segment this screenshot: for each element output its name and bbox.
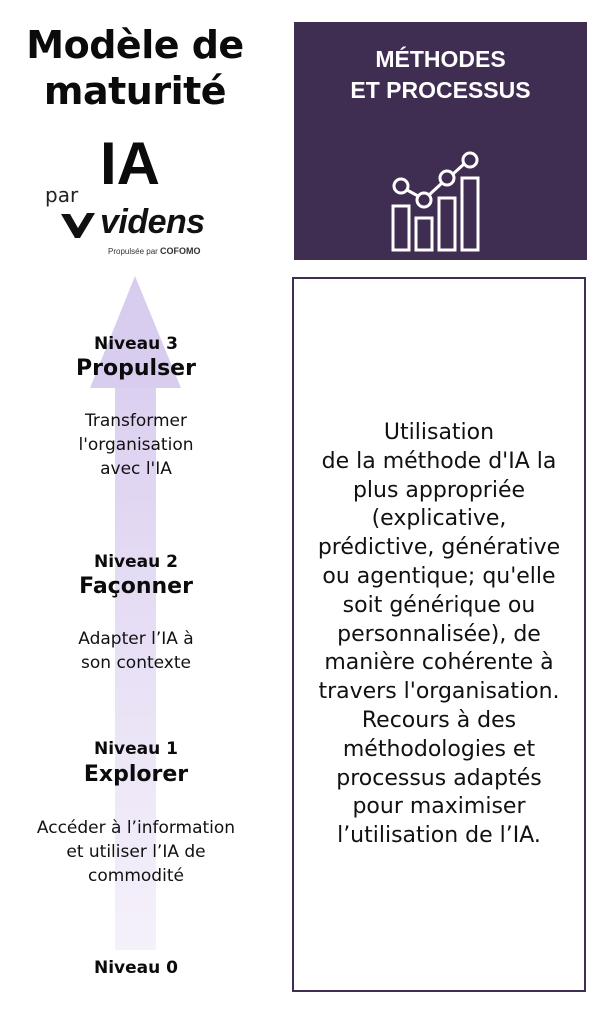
level-3-label: Niveau 3 — [94, 334, 178, 354]
level-0-label: Niveau 0 — [94, 958, 178, 978]
logo-tagline: Propulsée par COFOMO — [108, 246, 201, 256]
level-1-title: Explorer — [83, 762, 189, 787]
level-2-label: Niveau 2 — [94, 552, 178, 572]
page-title-ia: IA — [100, 130, 160, 197]
description-box — [292, 277, 586, 992]
logo-wordmark: videns — [100, 203, 205, 241]
description-text: Utilisation de la méthode d'IA la plus appropriée (explicative, prédictive, générative ou agentique; qu'elle soit générique ou personnalisée), de manière cohérente à travers l'organisation. Recours à des méthodologies et processus adaptés pour maximiser l’utilisation de l’IA. — [317, 420, 561, 849]
level-1-label: Niveau 1 — [94, 739, 178, 759]
level-3-title: Propulser — [76, 356, 196, 381]
bar-chart-trend-icon — [390, 148, 490, 252]
by-label: par — [45, 183, 79, 207]
level-2-description: Adapter l’IA à son contexte — [78, 629, 194, 673]
category-banner — [294, 22, 587, 260]
level-3-description: Transformer l'organisation avec l'IA — [78, 411, 194, 479]
level-1-description: Accéder à l’information et utiliser l’IA de commodité — [36, 818, 236, 886]
category-title: MÉTHODES ET PROCESSUS — [350, 46, 531, 103]
page-title: Modèle de maturité — [26, 23, 244, 113]
level-2-title: Façonner — [79, 574, 193, 599]
